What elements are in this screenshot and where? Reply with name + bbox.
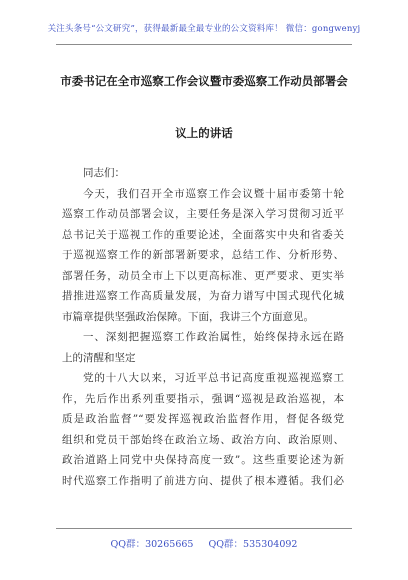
header-note: 关注头条号“公文研究”，获得最新最全最专业的公文资料库！ 微信：gongwenyj — [47, 24, 361, 34]
document-title-line-1: 市委书记在全市巡察工作会议暨市委巡察工作动员部署会 — [60, 74, 348, 88]
paragraph-2-line: 政治道路上同党中央保持高度一致”。这些重要论述为新 — [62, 454, 344, 466]
paragraph-1-line: 总书记关于巡视工作的重要论述，全面落实中央和省委关 — [62, 228, 344, 241]
section-1-heading-line: 上的清醒和坚定 — [62, 351, 136, 364]
salutation: 同志们： — [83, 167, 125, 179]
paragraph-2-line: 作，先后作出系列重要指示，强调“巡视是政治巡视，本 — [62, 392, 344, 405]
paragraph-1-line: 今天，我们召开全市巡察工作会议暨十届市委第十轮 — [83, 187, 344, 200]
footer-contact — [0, 536, 408, 550]
paragraph-2-line: 时代巡察工作指明了前进方向、提供了根本遵循。我们必 — [62, 474, 344, 487]
section-1-heading-line: 一、深刻把握巡察工作政治属性，始终保持永远在路 — [83, 331, 344, 343]
paragraph-1-line: 市篇章提供坚强政治保障。下面，我讲三个方面意见。 — [62, 310, 314, 323]
paragraph-1-line: 措推进巡察工作高质量发展，为奋力谱写中国式现代化城 — [62, 290, 344, 302]
paragraph-2-line: 组织和党员干部始终在政治立场、政治方向、政治原则、 — [62, 433, 344, 446]
document-title-line-2: 议上的讲话 — [175, 126, 233, 140]
footer-qq-group-2: QQ群：535304092 — [208, 539, 298, 550]
footer-divider — [56, 528, 352, 529]
paragraph-1-line: 于巡视巡察工作的新部署新要求，总结工作、分析形势、 — [62, 249, 344, 261]
footer-qq-group-1: QQ群：30265665 — [110, 539, 194, 550]
paragraph-1-line: 部署任务，动员全市上下以更高标准、更严要求、更实举 — [62, 269, 344, 282]
paragraph-1-line: 巡察工作动员部署会议，主要任务是深入学习贯彻习近平 — [62, 208, 344, 220]
paragraph-2-line: 党的十八大以来，习近平总书记高度重视巡视巡察工 — [83, 372, 344, 384]
document-body — [62, 163, 344, 491]
header-divider — [56, 44, 352, 45]
paragraph-2-line: 质是政治监督”“要发挥巡视政治监督作用，督促各级党 — [62, 413, 344, 425]
